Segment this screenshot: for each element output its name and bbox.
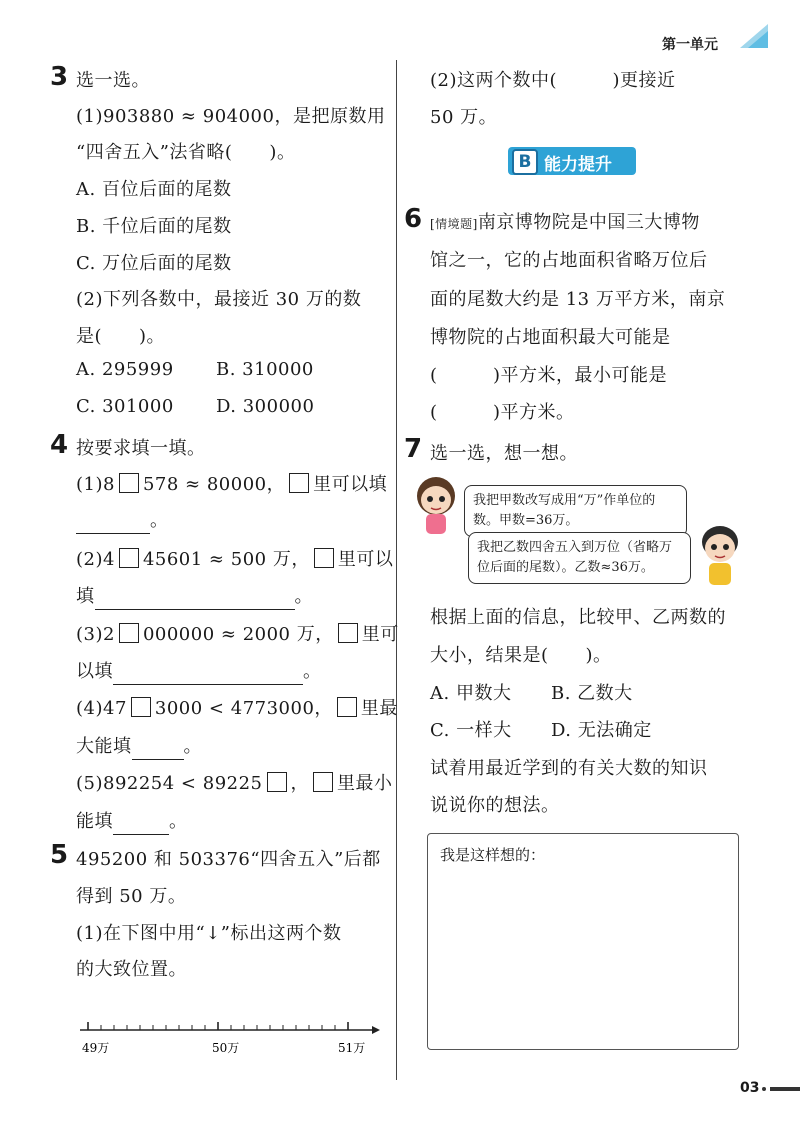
text: 000000 ≈ 2000 万， — [142, 624, 334, 645]
answer-blank[interactable] — [132, 738, 184, 760]
axis-arrow-icon — [372, 1026, 380, 1034]
option[interactable]: B. 千位后面的尾数 — [76, 216, 232, 237]
fill-line-5 — [76, 769, 393, 795]
text: 能填 — [76, 811, 113, 832]
footer-decoration-icon — [760, 1084, 800, 1094]
question-text: 说说你的想法。 — [430, 795, 560, 816]
section-letter: B — [512, 149, 538, 175]
boy-character-icon — [694, 520, 746, 592]
text: 大能填 — [76, 736, 132, 757]
question-text: 得到 50 万。 — [76, 886, 187, 907]
fill-line-3 — [76, 620, 399, 646]
answer-blank[interactable] — [76, 512, 150, 534]
period: 。 — [169, 811, 188, 832]
answer-line — [76, 582, 313, 610]
text: (4)47 — [76, 698, 127, 719]
option[interactable]: B. 乙数大 — [551, 683, 633, 704]
question-text: 50 万。 — [430, 107, 498, 128]
question-text: 博物院的占地面积最大可能是 — [430, 327, 671, 348]
option[interactable]: D. 无法确定 — [551, 720, 652, 741]
question-title: 选一选，想一想。 — [430, 443, 578, 464]
text: (1)8 — [76, 474, 115, 495]
question-number: 5 — [50, 840, 69, 870]
girl-character-icon — [410, 472, 462, 542]
text: 里可 — [361, 624, 399, 645]
question-text: 馆之一，它的占地面积省略万位后 — [430, 250, 708, 271]
option[interactable]: A. 百位后面的尾数 — [76, 179, 232, 200]
period: 。 — [303, 661, 322, 682]
digit-box[interactable] — [119, 623, 139, 643]
text: (3)2 — [76, 624, 115, 645]
question-text: ( )平方米。 — [430, 402, 575, 423]
answer-label: 我是这样想的： — [440, 846, 546, 864]
question-text: 495200 和 503376“四舍五入”后都 — [76, 849, 381, 870]
answer-line — [76, 657, 322, 685]
number-line-ticks — [88, 1022, 348, 1030]
text: 里可以 — [337, 549, 394, 570]
option[interactable]: D. 300000 — [216, 396, 315, 417]
header-decoration-icon — [738, 22, 770, 50]
question-text — [430, 208, 700, 234]
digit-box-ref — [313, 772, 333, 792]
axis-label: 49万 — [82, 1041, 110, 1055]
question-text: 根据上面的信息，比较甲、乙两数的 — [430, 607, 726, 628]
speech-bubble-girl: 我把甲数改写成用“万”作单位的数。甲数=36万。 — [464, 485, 687, 537]
question-tag: [情境题] — [430, 217, 478, 231]
text: ， — [290, 773, 309, 794]
option[interactable]: C. 万位后面的尾数 — [76, 253, 232, 274]
section-title: 能力提升 — [544, 155, 612, 175]
text: 里可以填 — [313, 474, 388, 495]
answer-box[interactable] — [427, 833, 739, 1050]
question-title: 选一选。 — [76, 70, 150, 91]
option[interactable]: A. 甲数大 — [430, 683, 512, 704]
question-number: 7 — [404, 434, 423, 464]
text: (5)892254 < 89225 — [76, 773, 263, 794]
question-text: 面的尾数大约是 13 万平方米，南京 — [430, 289, 726, 310]
question-text: 大小，结果是( )。 — [430, 645, 612, 666]
answer-line — [76, 807, 188, 835]
period: 。 — [150, 510, 169, 531]
question-text: (1)在下图中用“↓”标出这两个数 — [76, 923, 342, 944]
column-divider — [396, 60, 397, 1080]
period: 。 — [294, 586, 313, 607]
option[interactable]: C. 一样大 — [430, 720, 512, 741]
digit-box[interactable] — [119, 473, 139, 493]
axis-label: 50万 — [212, 1041, 240, 1055]
speech-bubble-boy: 我把乙数四舍五入到万位（省略万位后面的尾数）。乙数≈36万。 — [468, 532, 691, 584]
text: 里最 — [360, 698, 398, 719]
question-text: (2)下列各数中，最接近 30 万的数 — [76, 289, 362, 310]
fill-line-4 — [76, 694, 398, 720]
answer-line — [76, 732, 202, 760]
digit-box-ref — [314, 548, 334, 568]
text: 填 — [76, 586, 95, 607]
question-text: 的大致位置。 — [76, 959, 187, 980]
question-number: 6 — [404, 204, 423, 234]
axis-label: 51万 — [338, 1041, 366, 1055]
question-number: 4 — [50, 430, 69, 460]
question-text: “四舍五入”法省略( )。 — [76, 142, 296, 163]
section-badge — [508, 147, 636, 175]
question-text: 试着用最近学到的有关大数的知识 — [430, 758, 708, 779]
answer-blank[interactable] — [113, 813, 169, 835]
digit-box-ref — [337, 697, 357, 717]
text: 以填 — [76, 661, 113, 682]
digit-box[interactable] — [119, 548, 139, 568]
digit-box-ref — [289, 473, 309, 493]
period: 。 — [183, 736, 202, 757]
option[interactable]: A. 295999 — [76, 359, 174, 380]
answer-blank[interactable] — [95, 588, 295, 610]
question-number: 3 — [50, 62, 69, 92]
fill-line-2 — [76, 545, 393, 571]
digit-box[interactable] — [267, 772, 287, 792]
text: (2)4 — [76, 549, 115, 570]
question-text: (2)这两个数中( )更接近 — [430, 70, 676, 91]
text: 南京博物院是中国三大博物 — [477, 212, 700, 233]
question-title: 按要求填一填。 — [76, 438, 206, 459]
answer-blank[interactable] — [113, 663, 303, 685]
number-line[interactable] — [76, 1018, 386, 1058]
question-text: 是( )。 — [76, 326, 166, 347]
text: 3000 < 4773000， — [154, 698, 333, 719]
question-text: (1)903880 ≈ 904000，是把原数用 — [76, 106, 386, 127]
option[interactable]: C. 301000 — [76, 396, 174, 417]
question-text: ( )平方米，最小可能是 — [430, 365, 668, 386]
digit-box[interactable] — [131, 697, 151, 717]
answer-line — [76, 506, 169, 534]
page-number: 03 — [740, 1080, 760, 1096]
digit-box-ref — [338, 623, 358, 643]
text: 45601 ≈ 500 万， — [142, 549, 310, 570]
text: 578 ≈ 80000， — [142, 474, 286, 495]
unit-header: 第一单元 — [662, 37, 718, 53]
option[interactable]: B. 310000 — [216, 359, 314, 380]
text: 里最小 — [337, 773, 393, 794]
fill-line-1 — [76, 470, 387, 496]
